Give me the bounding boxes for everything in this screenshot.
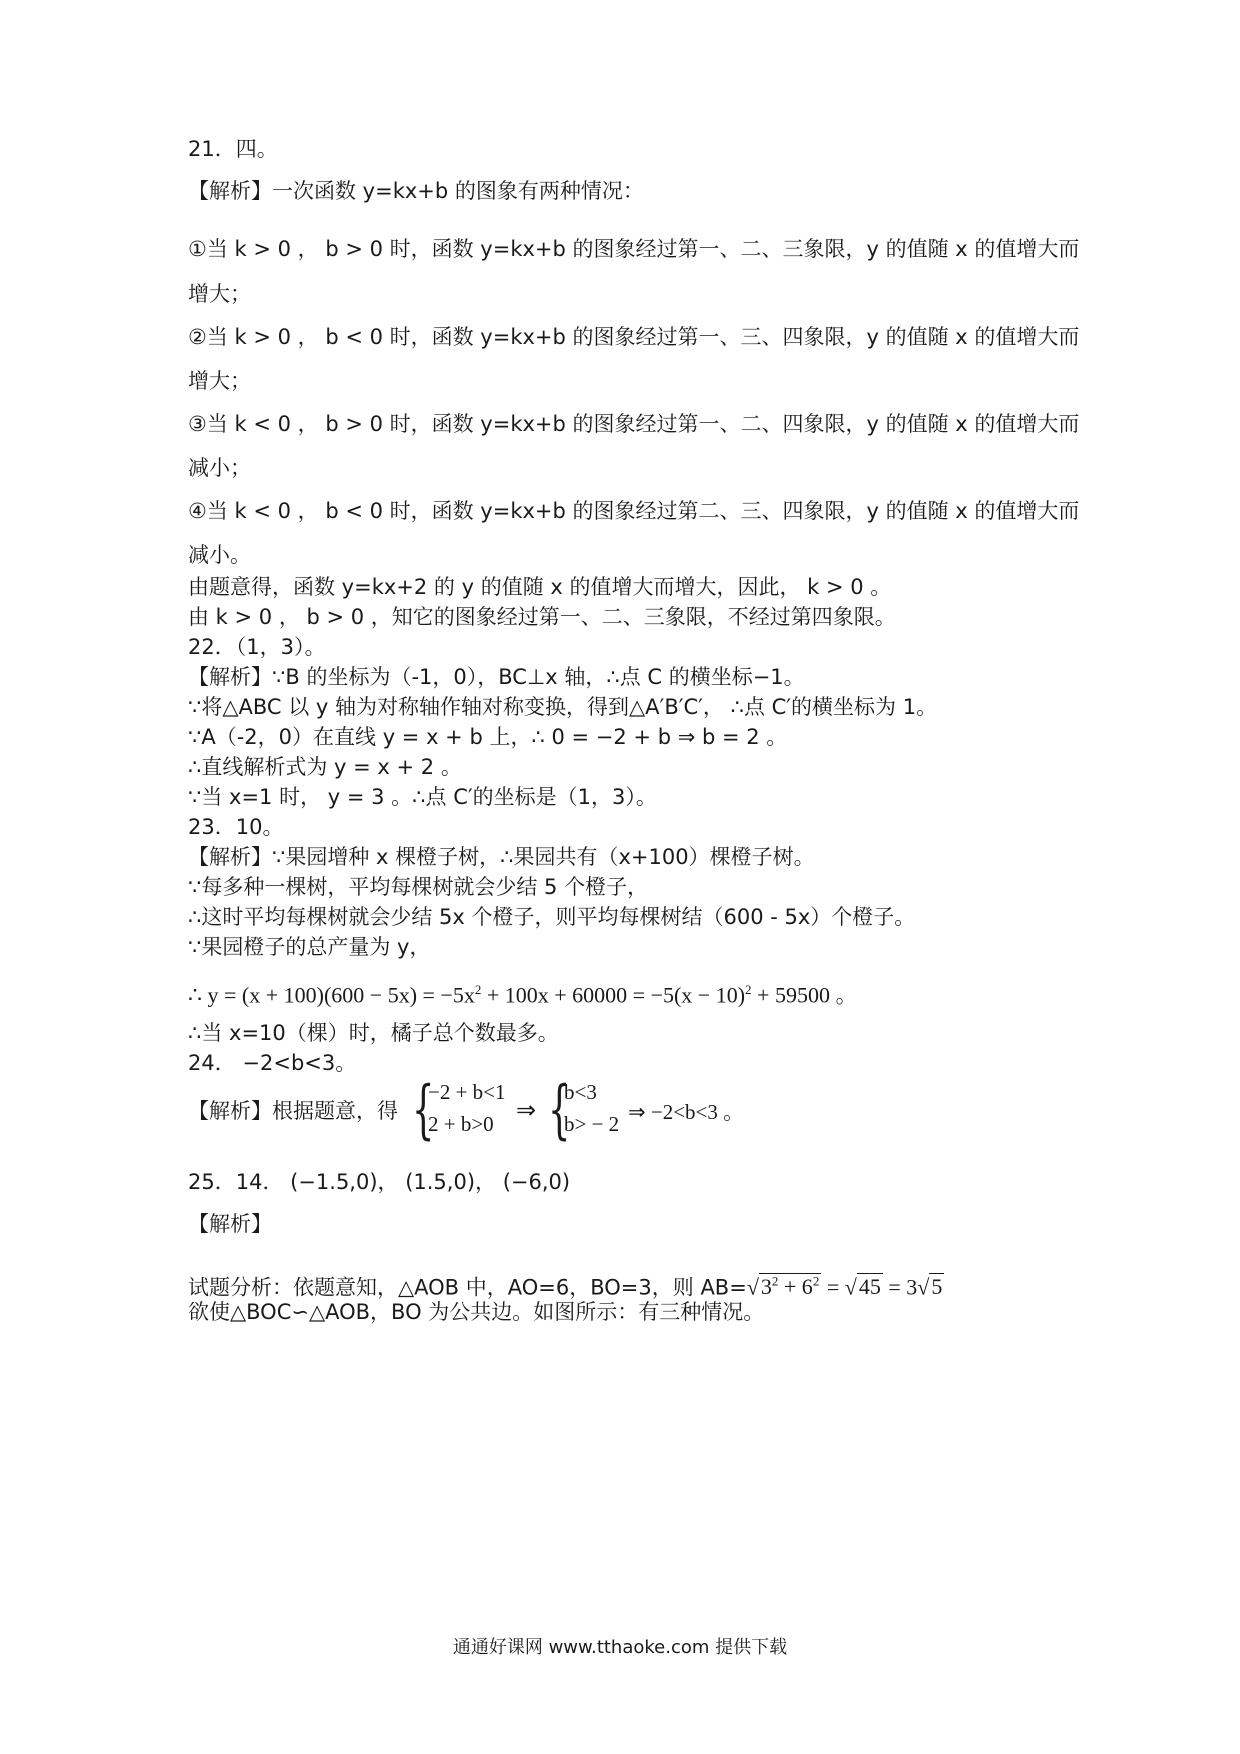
q24-system1-row1: −2 + b<1 xyxy=(428,1080,506,1104)
q21-deduction-2: 由 k > 0 ， b > 0 ，知它的图象经过第一、二、三象限，不经过第四象限。 xyxy=(188,605,896,629)
equals-sign: = xyxy=(821,1274,845,1300)
q22-line-1: 【解析】∵B 的坐标为（-1，0），BC⊥x 轴，∴点 C 的横坐标−1。 xyxy=(188,665,805,689)
q23-line-6: ∴当 x=10（棵）时，橘子总个数最多。 xyxy=(188,1021,559,1045)
q25-analysis: 试题分析：依题意知，△AOB 中，AO=6，BO=3，则 $AB=√3^2 + 6^2 = √45 = 3√5$ xyxy=(188,1274,943,1300)
q22-answer: 22．（1，3）。 xyxy=(188,635,326,659)
q21-case1: ①当 k > 0 ， b > 0 时，函数 y=kx+b 的图象经过第一、二、三象限，y 的值随 x 的值增大而 xyxy=(188,237,1080,261)
q21-case1-end: 增大； xyxy=(188,282,251,306)
q21-case2-end: 增大； xyxy=(188,369,251,393)
page-footer: 通通好课网 www.tthaoke.com 提供下载 xyxy=(452,1637,788,1658)
q25-analysis-text: 试题分析：依题意知，△AOB 中，AO=6，BO=3，则 AB= xyxy=(188,1275,747,1300)
q25-line-2: 欲使△BOC∽△AOB，BO 为公共边。如图所示：有三种情况。 xyxy=(188,1300,765,1324)
q22-line-4: ∴直线解析式为 y = x + 2 。 xyxy=(188,755,462,779)
q24-implies-arrow: ⇒ xyxy=(516,1098,537,1124)
q21-case3-end: 减小； xyxy=(188,456,251,480)
q23-formula-square-2: 2 xyxy=(745,982,752,997)
q24-system1-row2: 2 + b>0 xyxy=(428,1112,494,1136)
equals-three: = 3 xyxy=(882,1274,918,1300)
q24-answer: 24． −2<b<3。 xyxy=(188,1051,357,1075)
q24-system2-row1: b<3 xyxy=(564,1080,597,1104)
q23-formula-square-1: 2 xyxy=(474,982,482,997)
q22-line-3: ∵A（-2，0）在直线 y = x + b 上，∴ 0 = −2 + b ⇒ b = 2 。 xyxy=(188,725,788,749)
q22-line-2: ∵将△ABC 以 y 轴为对称轴作轴对称变换，得到△A′B′C′， ∴点 C′的横坐标为 1。 xyxy=(188,695,938,719)
q24-result: ⇒ −2<b<3 。 xyxy=(628,1100,745,1124)
q24-brace-right: { xyxy=(548,1073,571,1147)
q23-formula-part-1: ∴ y = (x + 100)(600 − 5x) = −5x xyxy=(188,982,475,1008)
q23-formula-part-2: + 100x + 60000 = −5(x − 10) xyxy=(481,982,746,1008)
sqrt-radicand xyxy=(759,1273,821,1299)
q24-brace-left: { xyxy=(412,1073,435,1147)
q21-case4-end: 减小。 xyxy=(188,543,251,567)
q25-answer: 25．14． (−1.5,0)， (1.5,0)， (−6,0) xyxy=(188,1170,571,1194)
q24-system2-row2: b> − 2 xyxy=(564,1112,620,1136)
q23-answer: 23．10。 xyxy=(188,815,284,839)
radicand-45: 45 xyxy=(858,1274,881,1300)
radicand-5: 5 xyxy=(931,1274,943,1300)
square-two: 2 xyxy=(812,1274,820,1289)
q21-intro: 【解析】一次函数 y=kx+b 的图象有两种情况： xyxy=(188,179,644,203)
q23-formula xyxy=(188,975,857,1010)
q21-case3: ③当 k < 0 ， b > 0 时，函数 y=kx+b 的图象经过第一、二、四象限，y 的值随 x 的值增大而 xyxy=(188,412,1080,436)
q21-case2: ②当 k > 0 ， b < 0 时，函数 y=kx+b 的图象经过第一、三、四象限，y 的值随 x 的值增大而 xyxy=(188,325,1080,349)
plus-six: + 6 xyxy=(778,1274,813,1300)
q21-deduction-1: 由题意得，函数 y=kx+2 的 y 的值随 x 的值增大而增大，因此， k > 0 。 xyxy=(188,575,892,599)
q23-line-2: ∵每多种一棵树，平均每棵树就会少结 5 个橙子， xyxy=(188,875,649,899)
q22-line-5: ∵当 x=1 时， y = 3 。∴点 C′的坐标是（1，3）。 xyxy=(188,785,657,809)
radicand-three: 3 xyxy=(760,1274,772,1300)
square-one: 2 xyxy=(771,1274,779,1289)
q23-formula-part-3: + 59500 。 xyxy=(751,982,858,1008)
q21-answer: 21．四。 xyxy=(188,137,278,161)
q21-case4: ④当 k < 0 ， b < 0 时，函数 y=kx+b 的图象经过第二、三、四象限，y 的值随 x 的值增大而 xyxy=(188,499,1080,523)
q25-label: 【解析】 xyxy=(188,1212,272,1236)
q24-label: 【解析】根据题意，得 xyxy=(188,1099,398,1123)
q23-line-4: ∵果园橙子的总产量为 y， xyxy=(188,935,431,959)
q23-line-3: ∴这时平均每棵树就会少结 5x 个橙子，则平均每棵树结（600 - 5x）个橙子。 xyxy=(188,905,916,929)
q23-line-1: 【解析】∵果园增种 x 棵橙子树，∴果园共有（x+100）棵橙子树。 xyxy=(188,845,815,869)
